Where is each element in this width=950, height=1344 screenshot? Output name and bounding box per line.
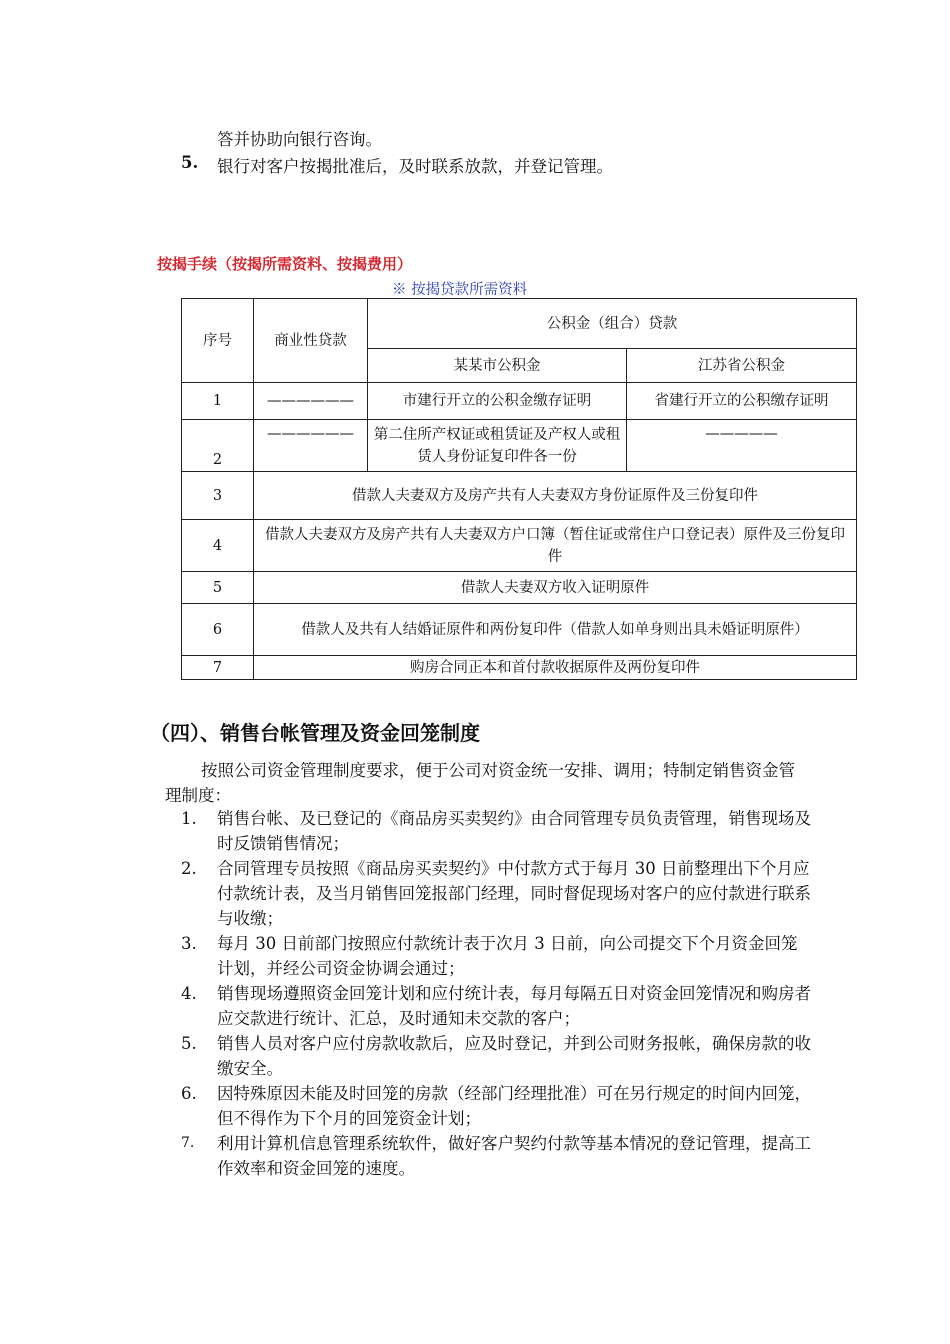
row-merged: 借款人夫妻双方及房产共有人夫妻双方户口簿（暂住证或常住户口登记表）原件及三份复印件	[254, 520, 857, 572]
list-number: 6.	[181, 1084, 197, 1103]
header-province-fund: 江苏省公积金	[627, 349, 857, 383]
table-row	[182, 572, 857, 604]
table-row	[182, 472, 857, 520]
table-header-row	[182, 299, 857, 349]
row-commercial: ——————	[254, 383, 368, 420]
list-item	[181, 806, 811, 856]
mortgage-documents-table	[181, 298, 857, 680]
list-item-text: 销售现场遵照资金回笼计划和应付统计表，每月每隔五日对资金回笼情况和购房者应交款进行统计、汇总，及时通知未交款的客户；	[217, 984, 811, 1028]
row-no: 5	[182, 572, 254, 604]
mortgage-heading: 按揭手续（按揭所需资料、按揭费用）	[157, 255, 413, 273]
list-item	[181, 981, 811, 1031]
list-item	[181, 931, 811, 981]
table-row	[182, 604, 857, 656]
row-no: 4	[182, 520, 254, 572]
list-number: 3.	[181, 934, 197, 953]
list-item-text: 销售人员对客户应付房款收款后，应及时登记，并到公司财务报帐，确保房款的收缴安全。	[217, 1034, 811, 1078]
list-item	[181, 1031, 811, 1081]
list-item-text: 每月 30 日前部门按照应付款统计表于次月 3 日前，向公司提交下个月资金回笼计划，并经公司资金协调会通过；	[217, 934, 798, 978]
section-intro: 按照公司资金管理制度要求，便于公司对资金统一安排、调用；特制定销售资金管理制度：	[165, 761, 795, 805]
list-item-text: 银行对客户按揭批准后，及时联系放款，并登记管理。	[217, 157, 613, 176]
header-no: 序号	[182, 299, 254, 383]
section-list	[181, 806, 811, 1181]
row-city-fund: 市建行开立的公积金缴存证明	[368, 383, 627, 420]
continuation-text: 答并协助向银行咨询。	[217, 130, 382, 149]
list-item	[181, 856, 811, 931]
row-commercial: ——————	[254, 420, 368, 472]
list-number: 5.	[181, 153, 199, 172]
row-no: 7	[182, 656, 254, 680]
list-number: 4.	[181, 984, 197, 1003]
row-city-fund: 第二住所产权证或租赁证及产权人或租赁人身份证复印件各一份	[368, 420, 627, 472]
row-merged: 购房合同正本和首付款收据原件及两份复印件	[254, 656, 857, 680]
section-title: （四）、销售台帐管理及资金回笼制度	[150, 721, 480, 745]
list-item-text: 销售台帐、及已登记的《商品房买卖契约》由合同管理专员负责管理，销售现场及时反馈销售情况；	[217, 809, 811, 853]
list-number: 7.	[181, 1135, 195, 1151]
table-caption: ※ 按揭贷款所需资料	[392, 282, 528, 298]
row-no: 1	[182, 383, 254, 420]
row-merged: 借款人夫妻双方及房产共有人夫妻双方身份证原件及三份复印件	[254, 472, 857, 520]
row-no: 2	[182, 420, 254, 472]
row-no: 6	[182, 604, 254, 656]
table-row	[182, 383, 857, 420]
list-item	[181, 1081, 811, 1131]
list-item-text: 利用计算机信息管理系统软件，做好客户契约付款等基本情况的登记管理，提高工作效率和资金回笼的速度。	[217, 1134, 811, 1178]
table-row	[182, 520, 857, 572]
row-merged: 借款人及共有人结婚证原件和两份复印件（借款人如单身则出具未婚证明原件）	[254, 604, 857, 656]
table-row	[182, 420, 857, 472]
row-province-fund: 省建行开立的公积缴存证明	[627, 383, 857, 420]
list-number: 1.	[181, 809, 197, 828]
list-number: 5.	[181, 1034, 197, 1053]
table-row	[182, 656, 857, 680]
list-number: 2.	[181, 859, 197, 878]
row-no: 3	[182, 472, 254, 520]
row-province-fund: —————	[627, 420, 857, 472]
list-item-text: 因特殊原因未能及时回笼的房款（经部门经理批准）可在另行规定的时间内回笼，但不得作为下个月的回笼资金计划；	[217, 1084, 811, 1128]
list-item-text: 合同管理专员按照《商品房买卖契约》中付款方式于每月 30 日前整理出下个月应付款统计表，及当月销售回笼报部门经理，同时督促现场对客户的应付款进行联系与收缴；	[217, 859, 811, 928]
header-commercial: 商业性贷款	[254, 299, 368, 383]
list-item	[181, 1131, 811, 1181]
row-merged: 借款人夫妻双方收入证明原件	[254, 572, 857, 604]
header-city-fund: 某某市公积金	[368, 349, 627, 383]
header-fund: 公积金（组合）贷款	[368, 299, 857, 349]
